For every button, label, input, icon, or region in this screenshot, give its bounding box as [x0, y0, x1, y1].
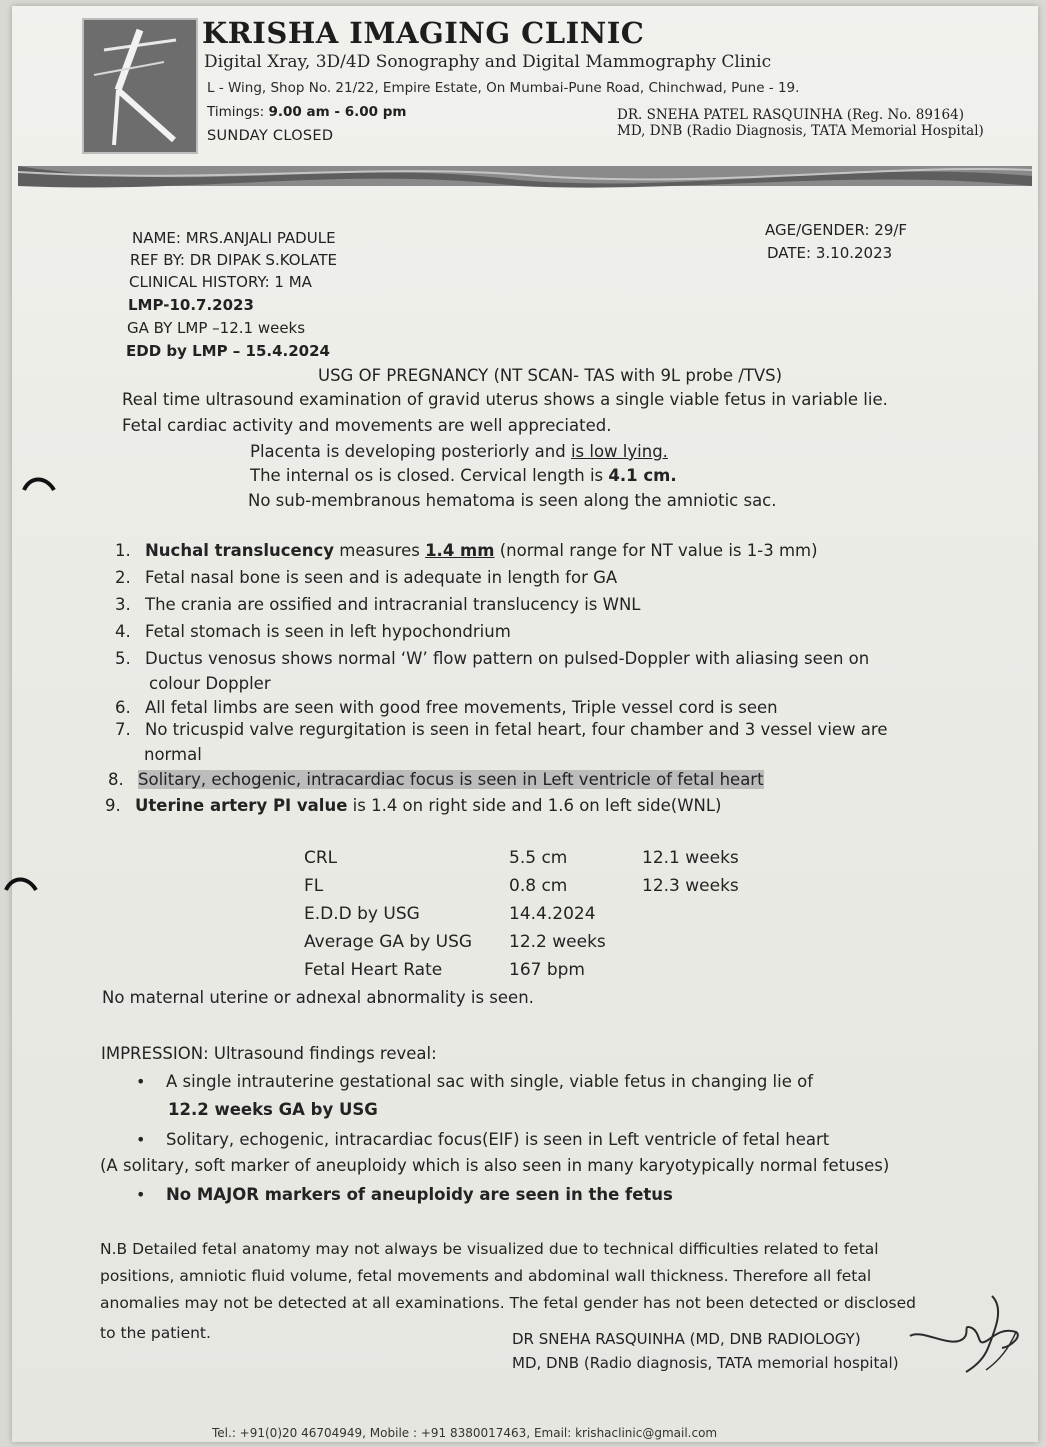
bullet-text: A single intrauterine gestational sac with single, viable fetus in changing lie of	[166, 1072, 814, 1091]
value-cell: 12.2 weeks	[509, 932, 606, 952]
finding-text: The crania are ossified and intracranial translucency is WNL	[145, 595, 641, 614]
binder-clip-icon	[22, 474, 56, 494]
finding-number: 8.	[108, 770, 124, 789]
lmp-date: LMP-10.7.2023	[128, 296, 254, 314]
clinic-logo	[82, 18, 198, 154]
clinic-address: L - Wing, Shop No. 21/22, Empire Estate, On Mumbai-Pune Road, Chinchwad, Pune - 19.	[207, 80, 800, 96]
disclaimer-line-3: anomalies may not be detected at all examinations. The fetal gender has not been detected or disclosed	[100, 1294, 916, 1312]
param-cell: Average GA by USG	[304, 932, 473, 952]
referred-by: REF BY: DR DIPAK S.KOLATE	[130, 251, 337, 269]
ga-cell	[642, 956, 739, 984]
param-cell: Fetal Heart Rate	[304, 960, 443, 980]
age-gender: AGE/GENDER: 29/F	[765, 221, 908, 239]
doctor-name: DR. SNEHA PATEL RASQUINHA (Reg. No. 89164)	[617, 107, 964, 123]
edd-by-lmp: EDD by LMP – 15.4.2024	[126, 342, 330, 360]
disclaimer-line-1: N.B Detailed fetal anatomy may not always be visualized due to technical difficulties related to fetal	[100, 1240, 879, 1258]
table-row	[304, 900, 739, 928]
impression-bullet-3	[136, 1185, 673, 1204]
impression-bullet-2	[136, 1130, 829, 1149]
closed-note: SUNDAY CLOSED	[207, 128, 334, 144]
clinic-name: KRISHA IMAGING CLINIC	[202, 16, 645, 50]
finding-text: Fetal stomach is seen in left hypochondrium	[145, 622, 511, 641]
clinic-subtitle: Digital Xray, 3D/4D Sonography and Digital Mammography Clinic	[204, 52, 772, 72]
finding-text: All fetal limbs are seen with good free movements, Triple vessel cord is seen	[145, 698, 778, 717]
placenta-line	[250, 442, 668, 461]
value-cell: 167 bpm	[509, 960, 585, 980]
study-line-1: Real time ultrasound examination of gravid uterus shows a single viable fetus in variable lie.	[122, 390, 888, 409]
finding-5-continued: colour Doppler	[149, 674, 271, 693]
finding-text: Ductus venosus shows normal ‘W’ flow pattern on pulsed-Doppler with aliasing seen on	[145, 649, 870, 668]
finding-number: 3.	[115, 595, 131, 614]
patient-name: NAME: MRS.ANJALI PADULE	[132, 229, 336, 247]
report-date: DATE: 3.10.2023	[767, 244, 893, 262]
param-cell: E.D.D by USG	[304, 904, 420, 924]
ga-cell	[642, 928, 739, 956]
no-abnormality-line: No maternal uterine or adnexal abnormality is seen.	[102, 988, 534, 1007]
ga-by-lmp: GA BY LMP –12.1 weeks	[127, 319, 306, 337]
finding-6	[115, 698, 778, 717]
param-cell: FL	[304, 876, 324, 896]
finding-rest: is 1.4 on right side and 1.6 on left side(WNL)	[347, 796, 722, 815]
finding-2	[115, 568, 617, 587]
bullet-icon: •	[136, 1130, 146, 1149]
finding-number: 9.	[105, 796, 121, 815]
finding-number: 1.	[115, 541, 131, 560]
finding-number: 7.	[115, 720, 131, 739]
finding-number: 6.	[115, 698, 131, 717]
disclaimer-line-2: positions, amniotic fluid volume, fetal movements and abdominal wall thickness. Therefore all fetal	[100, 1267, 872, 1285]
binder-clip-icon	[4, 874, 38, 894]
hematoma-line: No sub-membranous hematoma is seen along the amniotic sac.	[248, 491, 777, 510]
finding-3	[115, 595, 641, 614]
impression-bullet-1	[136, 1072, 813, 1091]
clinic-contact-footer: Tel.: +91(0)20 46704949, Mobile : +91 8380017463, Email: krishaclinic@gmail.com	[212, 1426, 718, 1440]
finding-9	[105, 796, 722, 815]
clinical-history: CLINICAL HISTORY: 1 MA	[129, 273, 312, 291]
logo-mark-icon	[84, 20, 196, 152]
placenta-text: Placenta is developing posteriorly and	[250, 442, 571, 461]
cervical-length: 4.1 cm.	[608, 466, 677, 485]
table-row	[304, 956, 739, 984]
ga-cell: 12.1 weeks	[642, 848, 739, 868]
value-cell: 14.4.2024	[509, 904, 596, 924]
bullet-text: Solitary, echogenic, intracardiac focus(EIF) is seen in Left ventricle of fetal heart	[166, 1130, 830, 1149]
finding-number: 5.	[115, 649, 131, 668]
impression-ga: 12.2 weeks GA by USG	[168, 1100, 378, 1119]
bullet-icon: •	[136, 1072, 146, 1091]
signature-qualification: MD, DNB (Radio diagnosis, TATA memorial hospital)	[512, 1354, 899, 1372]
finding-5	[115, 649, 869, 668]
finding-number: 2.	[115, 568, 131, 587]
value-cell: 0.8 cm	[509, 876, 568, 896]
signature-scribble-icon	[892, 1288, 1032, 1378]
finding-rest: (normal range for NT value is 1-3 mm)	[494, 541, 818, 560]
finding-1	[115, 541, 818, 560]
timings-label: Timings:	[207, 104, 265, 120]
value-cell: 5.5 cm	[509, 848, 568, 868]
measurements-table	[304, 844, 739, 984]
study-line-2: Fetal cardiac activity and movements are well appreciated.	[122, 416, 612, 435]
study-title: USG OF PREGNANCY (NT SCAN- TAS with 9L probe /TVS)	[318, 366, 783, 385]
finding-8	[108, 770, 764, 789]
bullet-icon: •	[136, 1185, 146, 1204]
eif-highlight: Solitary, echogenic, intracardiac focus is seen in Left ventricle of fetal heart	[138, 770, 764, 789]
report-sheet	[12, 6, 1038, 1442]
finding-number: 4.	[115, 622, 131, 641]
param-cell: CRL	[304, 848, 338, 868]
internal-os-text: The internal os is closed. Cervical length is	[250, 466, 609, 485]
timings-value: 9.00 am - 6.00 pm	[268, 104, 407, 120]
finding-bold: Nuchal translucency	[145, 541, 335, 560]
finding-4	[115, 622, 511, 641]
disclaimer-line-4: to the patient.	[100, 1324, 211, 1342]
signature-name: DR SNEHA RASQUINHA (MD, DNB RADIOLOGY)	[512, 1330, 861, 1348]
internal-os-line	[250, 466, 677, 485]
table-row	[304, 928, 739, 956]
table-row	[304, 844, 739, 872]
table-row	[304, 872, 739, 900]
finding-text: No tricuspid valve regurgitation is seen in fetal heart, four chamber and 3 vessel view are	[145, 720, 888, 739]
doctor-qualification: MD, DNB (Radio Diagnosis, TATA Memorial Hospital)	[617, 123, 984, 139]
finding-7	[115, 720, 887, 739]
ga-cell	[642, 900, 739, 928]
clinic-timings	[207, 104, 406, 120]
impression-eif-note: (A solitary, soft marker of aneuploidy which is also seen in many karyotypically normal fetuses)	[100, 1156, 890, 1175]
header-band	[18, 158, 1032, 194]
finding-bold: Uterine artery PI value	[135, 796, 348, 815]
finding-mid: measures	[334, 541, 426, 560]
finding-text: Fetal nasal bone is seen and is adequate in length for GA	[145, 568, 618, 587]
finding-7-continued: normal	[144, 745, 202, 764]
bullet-text: No MAJOR markers of aneuploidy are seen in the fetus	[166, 1185, 673, 1204]
ga-cell: 12.3 weeks	[642, 876, 739, 896]
impression-heading: IMPRESSION: Ultrasound findings reveal:	[101, 1044, 437, 1063]
nt-value: 1.4 mm	[425, 541, 495, 560]
placenta-low-lying: is low lying.	[570, 442, 668, 461]
